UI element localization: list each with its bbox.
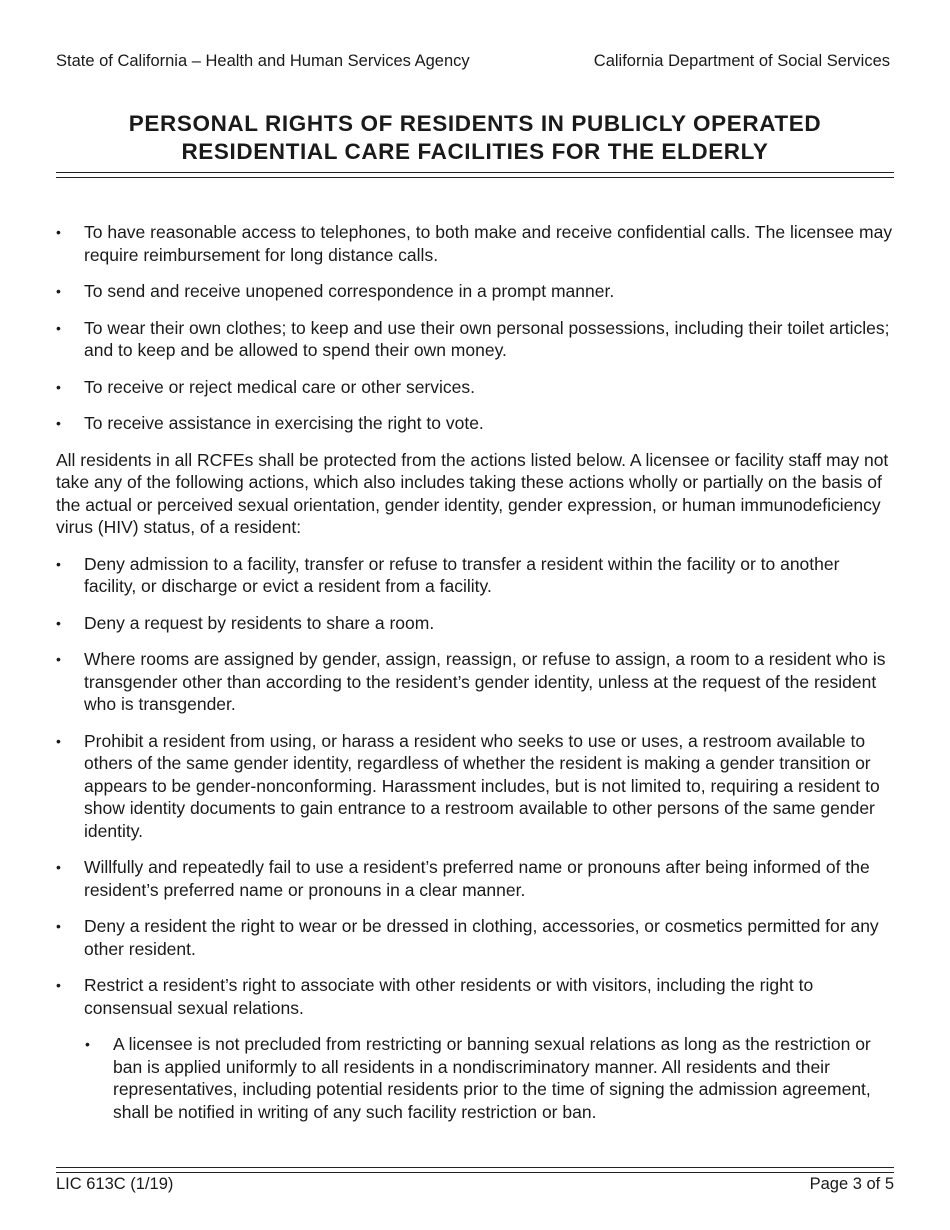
page-title <box>56 110 894 166</box>
bullet-marker: • <box>56 283 61 299</box>
title-line-2: RESIDENTIAL CARE FACILITIES FOR THE ELDERLY <box>181 139 769 164</box>
list-item <box>56 280 896 303</box>
header-agency: State of California – Health and Human Services Agency <box>56 52 470 70</box>
list-item-text: To receive or reject medical care or other services. <box>84 376 475 397</box>
bullet-marker: • <box>56 319 61 336</box>
bullet-marker: • <box>56 859 61 875</box>
list-item <box>56 974 896 1019</box>
bullet-marker: • <box>56 555 61 572</box>
list-item-text: Where rooms are assigned by gender, assign, reassign, or refuse to assign, a room to a resident who is transgender other than according to the resident’s gender identity, unless at the request of the resident who is transgender. <box>84 649 886 714</box>
list-item <box>56 221 896 266</box>
list-item-text: To send and receive unopened correspondence in a prompt manner. <box>84 281 615 301</box>
list-item-text: Deny a request by residents to share a room. <box>84 612 435 633</box>
bullet-marker: • <box>56 732 61 749</box>
bullet-marker: • <box>56 378 61 395</box>
bullet-marker: • <box>56 614 61 631</box>
bullet-marker: • <box>56 651 61 667</box>
list-item <box>56 612 896 635</box>
list-item <box>56 730 896 843</box>
footer-divider <box>56 1167 894 1173</box>
list-item-text: Prohibit a resident from using, or harass a resident who seeks to use or uses, a restroom available to others of the same gender identity, regardless of whether the resident is making a gender transition or appears to be gender-nonconforming. Harassment includes, but is not limited to, requiring a resident to show identity documents to gain entrance to a restroom available to other persons of the same gender identity. <box>84 730 880 841</box>
list-item <box>56 376 896 399</box>
header-department: California Department of Social Services <box>593 52 890 70</box>
bullet-marker: • <box>56 415 61 431</box>
bullet-marker: • <box>56 224 61 240</box>
page-number: Page 3 of 5 <box>809 1175 894 1193</box>
list-item-text: To receive assistance in exercising the right to vote. <box>84 413 484 433</box>
bullet-marker: • <box>56 977 61 993</box>
list-item-text: Deny a resident the right to wear or be dressed in clothing, accessories, or cosmetics permitted for any other resident. <box>84 916 879 959</box>
list-item-text: Restrict a resident’s right to associate with other residents or with visitors, including the right to consensual sexual relations. <box>84 975 814 1018</box>
list-item-text: Willfully and repeatedly fail to use a resident’s preferred name or pronouns after being informed of the resident’s preferred name or pronouns in a clear manner. <box>84 857 870 900</box>
list-item <box>56 856 896 901</box>
list-item-text: Deny admission to a facility, transfer or refuse to transfer a resident within the facility or to another facility, or discharge or evict a resident from a facility. <box>84 553 840 596</box>
list-item-text: To wear their own clothes; to keep and use their own personal possessions, including their toilet articles; and to keep and be allowed to spend their own money. <box>84 317 890 360</box>
document-body <box>56 221 896 1137</box>
title-line-1: PERSONAL RIGHTS OF RESIDENTS IN PUBLICLY OPERATED <box>128 111 822 136</box>
list-item <box>56 915 896 960</box>
list-item <box>56 553 896 598</box>
sub-list-item <box>85 1033 896 1123</box>
sub-list-item-text: A licensee is not precluded from restricting or banning sexual relations as long as the restriction or ban is applied uniformly to all residents in a nondiscriminatory manner. All residents and their representatives, including potential residents prior to the time of signing the admission agreement, shall be notified in writing of any such facility restriction or ban. <box>113 1034 871 1122</box>
list-item <box>56 648 896 716</box>
form-number: LIC 613C (1/19) <box>56 1175 174 1193</box>
title-divider <box>56 172 894 178</box>
bullet-marker: • <box>85 1036 90 1052</box>
list-item <box>56 412 896 435</box>
list-item <box>56 317 896 362</box>
list-item-text: To have reasonable access to telephones, to both make and receive confidential calls. The licensee may require reimbursement for long distance calls. <box>84 222 893 265</box>
bullet-marker: • <box>56 918 61 934</box>
intro-paragraph: All residents in all RCFEs shall be protected from the actions listed below. A licensee or facility staff may not take any of the following actions, which also includes taking these actions wholly or partially on the basis of the actual or perceived sexual orientation, gender identity, gender expression, or human immunodeficiency virus (HIV) status, of a resident: <box>56 449 889 537</box>
